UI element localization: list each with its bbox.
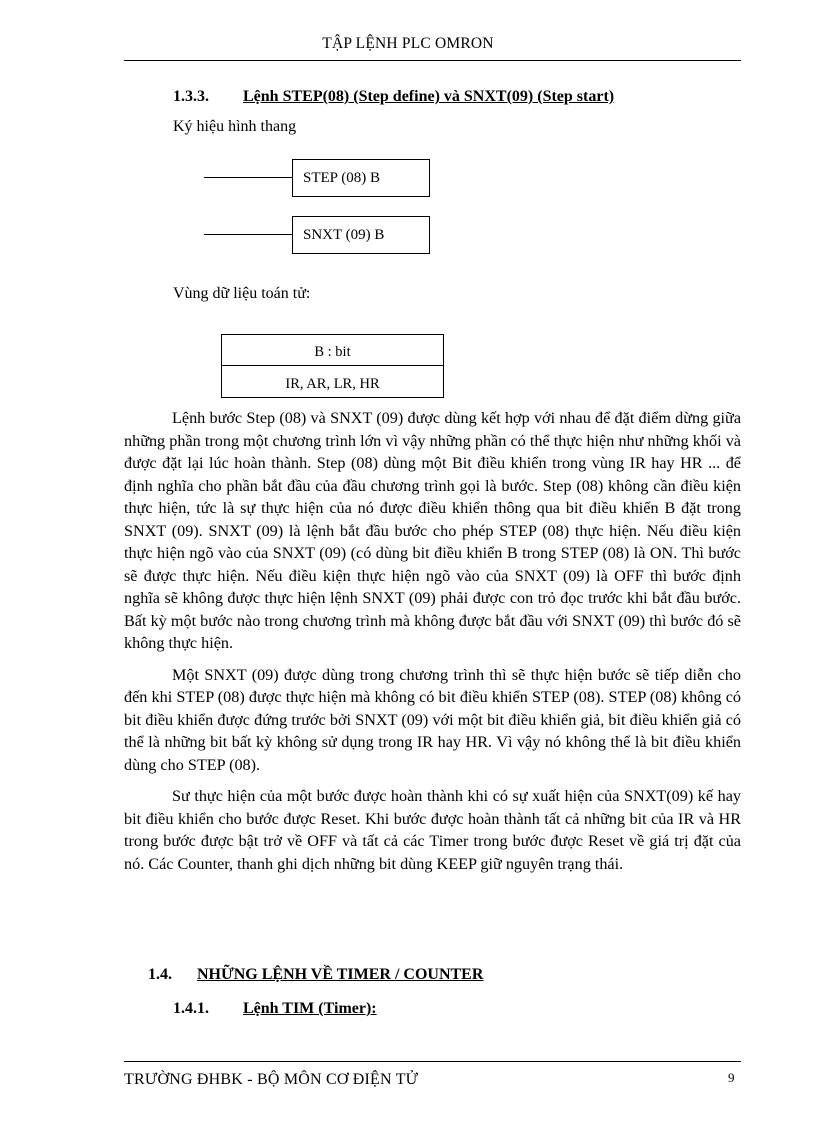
paragraph: Một SNXT (09) được dùng trong chương trình thì sẽ thực hiện bước sẽ tiếp diễn cho đến khi STEP (08) được thực hiện mà không có bit điều khiển STEP (08). STEP (08) không có bit điều khiển được đứng trước bởi SNXT (09) với một bit điều khiển giả, bit điều khiển giả có thể là những bit bất kỳ không sử dụng trong IR hay HR. Vì vậy nó không thể là bit điều khiển dùng cho STEP (08). xyxy=(124,665,741,774)
snxt-instruction-box xyxy=(292,216,430,254)
section-heading-1-3-3 xyxy=(173,88,614,106)
section-title: NHỮNG LỆNH VỀ TIMER / COUNTER xyxy=(197,966,484,983)
step-instruction-box xyxy=(292,159,430,197)
ladder-symbol-label: Ký hiệu hình thang xyxy=(173,118,297,135)
section-heading-1-4-1 xyxy=(173,1000,377,1018)
page-header-title: TẬP LỆNH PLC OMRON xyxy=(322,35,494,52)
operand-table-header: B : bit xyxy=(314,344,351,360)
section-number: 1.4. xyxy=(148,966,172,983)
body-text xyxy=(124,407,741,875)
step-instruction-label: STEP (08) B xyxy=(303,169,380,186)
section-number: 1.3.3. xyxy=(173,88,209,105)
section-heading-1-4 xyxy=(148,966,483,984)
paragraph: Sư thực hiện của một bước được hoàn thành khi có sự xuất hiện của SNXT(09) kế hay bit điều khiển cho bước được Reset. Khi bước được hoàn thành tất cả những bit của IR và HR trong bước được bật trở về OFF và tất cả các Timer trong bước được Reset về giá trị đặt của nó. Các Counter, thanh ghi dịch những bit dùng KEEP giữ nguyên trạng thái. xyxy=(124,787,741,873)
paragraph: Lệnh bước Step (08) và SNXT (09) được dùng kết hợp với nhau để đặt điểm dừng giữa những phần trong một chương trình lớn vì vậy những phần có thể thực hiện như những khối và được đặt lại lúc hoàn thành. Step (08) dùng một Bit điều khiển trong vùng IR hay HR ... để định nghĩa cho phần bắt đầu của đầu chương trình gọi là bước. Step (08) không cần điều kiện thực hiện, tức là sự thực hiện của nó được điều khiển thông qua bit điều khiển B đặt trong SNXT (09). SNXT (09) là lệnh bắt đầu bước cho phép STEP (08) thực hiện. Nếu điều kiện thực hiện ngõ vào của SNXT (09) (có dùng bit điều khiển B trong STEP (08) là ON. Thì bước sẽ được thực hiện. Nếu điều kiện thực hiện ngõ vào của SNXT (09) là OFF thì bước định nghĩa sẽ không được thực hiện lệnh SNXT (09) phải được con trỏ đọc trước khi bắt đầu bước. Bất kỳ một bước nào trong chương trình mà không được bắt đầu với SNXT (09) thì bước đó sẽ không thực hiện. xyxy=(124,409,741,652)
step-rung-line xyxy=(204,177,292,178)
operand-area-label: Vùng dữ liệu toán tử: xyxy=(173,285,311,302)
snxt-instruction-label: SNXT (09) B xyxy=(303,226,385,243)
section-number: 1.4.1. xyxy=(173,1000,209,1017)
snxt-rung-line xyxy=(204,234,292,235)
section-title: Lệnh TIM (Timer): xyxy=(243,1000,377,1017)
footer-rule xyxy=(124,1061,741,1062)
operand-table xyxy=(221,334,444,398)
operand-table-value: IR, AR, LR, HR xyxy=(222,365,443,397)
header-rule xyxy=(124,60,741,61)
page-number: 9 xyxy=(728,1070,735,1085)
section-title: Lệnh STEP(08) (Step define) và SNXT(09) (Step start) xyxy=(243,88,615,105)
footer-text: TRƯỜNG ĐHBK - BỘ MÔN CƠ ĐIỆN TỬ xyxy=(124,1071,419,1088)
